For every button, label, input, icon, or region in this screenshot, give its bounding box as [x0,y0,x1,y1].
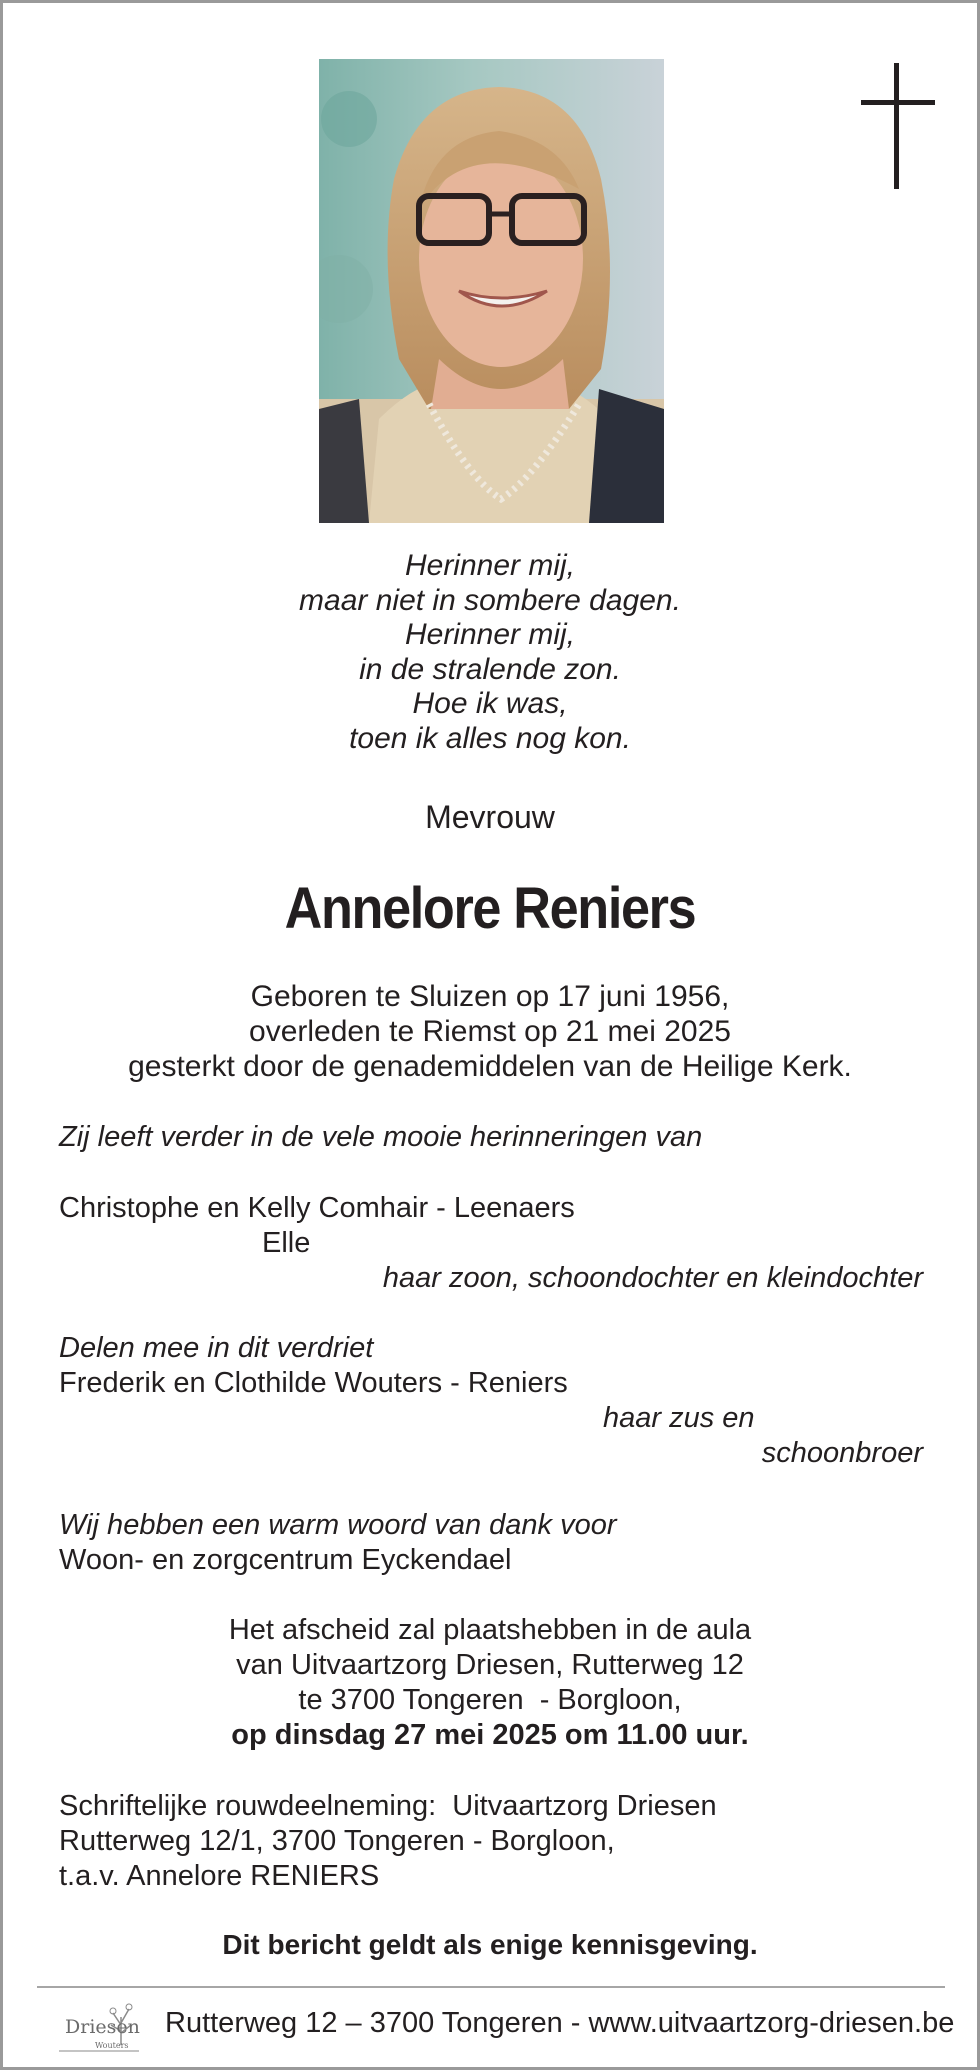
family-sister-intro: Delen mee in dit verdriet [59,1332,374,1364]
poem-line: Hoe ik was, [412,687,568,720]
condolence-address [59,1789,923,1894]
poem-line: Herinner mij, [404,618,576,651]
cross-icon [861,63,935,189]
portrait-photo [319,59,664,523]
poem-line: in de stralende zon. [359,652,621,686]
ceremony-line: van Uitvaartzorg Driesen, Rutterweg 12 [236,1649,744,1681]
memory-intro: Zij leeft verder in de vele mooie herinneringen van [59,1121,703,1153]
poem-line: toen ik alles nog kon. [349,721,631,755]
condolence-line: Rutterweg 12/1, 3700 Tongeren - Borgloon, [59,1825,615,1857]
ceremony-line: Het afscheid zal plaatshebben in de aula [228,1614,752,1646]
poem-line: maar niet in sombere dagen. [299,583,681,617]
birth-death-info [3,979,977,1084]
family-sister-relation-2: schoonbroer [761,1437,923,1469]
condolence-line: t.a.v. Annelore RENIERS [59,1860,380,1892]
deceased-name: Annelore Reniers [284,876,696,941]
logo-subtext: Wouters [95,2041,129,2050]
condolence-line: Schriftelijke rouwdeelneming: Uitvaartzorg Driesen [59,1790,717,1822]
memorial-poem [3,549,977,756]
notice-text: Dit bericht geldt als enige kennisgeving. [222,1929,758,1960]
birth-line: Geboren te Sluizen op 17 juni 1956, [250,980,730,1013]
thanks-intro: Wij hebben een warm woord van dank voor [59,1509,617,1541]
poem-line: Herinner mij, [404,549,576,582]
ceremony-line: te 3700 Tongeren - Borgloon, [298,1684,682,1716]
grandchild-name: Elle [262,1227,311,1259]
thanks-section [59,1508,923,1578]
sacrament-line: gesterkt door de genademiddelen van de Heilige Kerk. [128,1050,852,1083]
family-sister [59,1331,923,1471]
thanks-recipient: Woon- en zorgcentrum Eyckendael [59,1544,512,1576]
family-sister-names: Frederik en Clothilde Wouters - Reniers [59,1367,568,1399]
footer-contact: Rutterweg 12 – 3700 Tongeren - www.uitvaartzorg-driesen.be [165,2007,955,2039]
honorific: Mevrouw [425,799,555,835]
family-son-names: Christophe en Kelly Comhair - Leenaers [59,1192,575,1224]
ceremony-datetime: op dinsdag 27 mei 2025 om 11.00 uur. [231,1719,749,1751]
ceremony-info [3,1613,977,1753]
family-son-relation: haar zoon, schoondochter en kleindochter [382,1262,923,1294]
logo-wordmark: Driesen [65,2016,140,2038]
family-son [59,1191,923,1296]
footer-divider [37,1986,945,1988]
death-line: overleden te Riemst op 21 mei 2025 [249,1015,731,1048]
family-sister-relation-1: haar zus en [603,1402,755,1434]
driesen-logo [59,1995,149,2057]
footer [3,1993,977,2063]
